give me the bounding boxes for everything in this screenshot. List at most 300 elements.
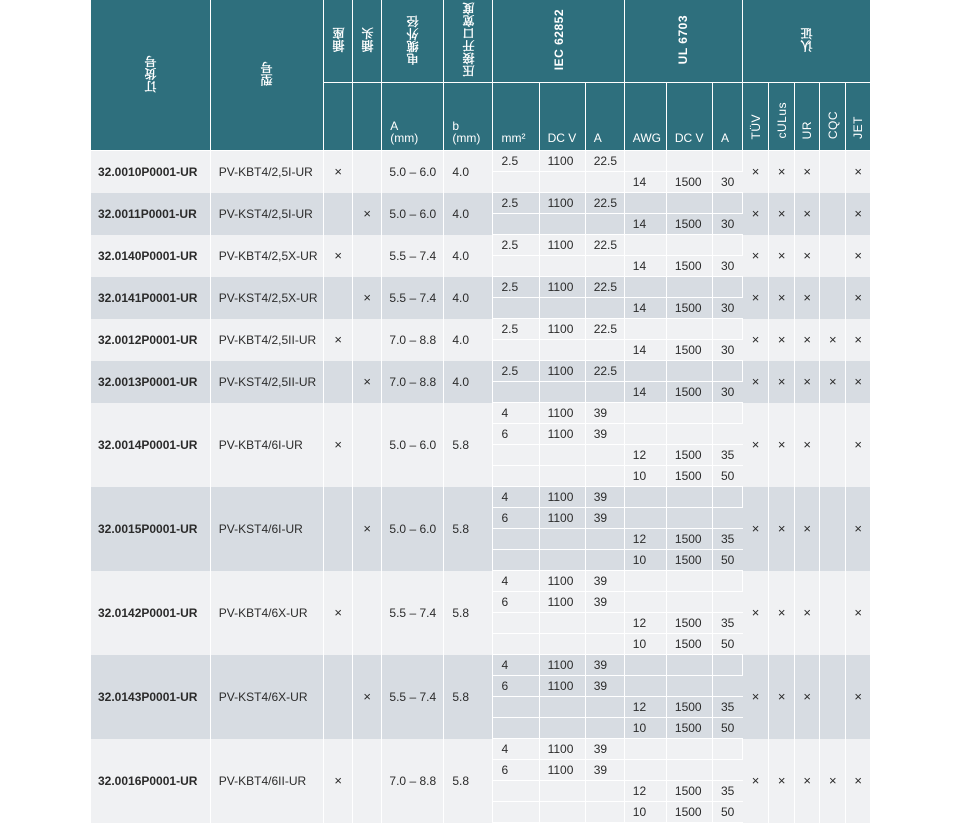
cable-diameter-cell: 5.0 – 6.0 <box>382 487 444 571</box>
iec-empty-cell <box>539 697 585 718</box>
ul-empty-cell <box>666 676 712 697</box>
crimp-width-cell: 4.0 <box>444 235 493 277</box>
crimp-width-cell: 4.0 <box>444 277 493 319</box>
culus-mark-cell: × <box>769 655 795 739</box>
tuv-mark-cell: × <box>743 319 769 361</box>
iec-empty-cell <box>585 613 624 634</box>
order-number-cell: 32.0014P0001-UR <box>91 403 210 487</box>
ul-dcv-cell: 1500 <box>666 298 712 319</box>
iec-empty-cell <box>493 172 539 193</box>
ul-empty-cell <box>713 487 743 508</box>
ul-empty-cell <box>666 760 712 781</box>
ul-empty-cell <box>624 277 666 298</box>
socket-mark-cell: × <box>324 403 353 487</box>
cable-diameter-cell: 5.5 – 7.4 <box>382 571 444 655</box>
iec-dcv-cell: 1100 <box>539 424 585 445</box>
iec-dcv-cell: 1100 <box>539 760 585 781</box>
model-cell: PV-KST4/6X-UR <box>210 655 323 739</box>
ul-empty-cell <box>713 151 743 172</box>
crimp-width-cell: 4.0 <box>444 319 493 361</box>
ul-dcv-cell: 1500 <box>666 529 712 550</box>
iec-empty-cell <box>493 529 539 550</box>
ur-mark-cell: × <box>795 571 820 655</box>
order-number-cell: 32.0010P0001-UR <box>91 151 210 193</box>
iec-amp-cell: 39 <box>585 403 624 424</box>
ul-empty-cell <box>666 508 712 529</box>
iec-empty-cell <box>539 256 585 277</box>
tuv-mark-cell: × <box>743 655 769 739</box>
ul-amp-cell: 30 <box>713 172 743 193</box>
iec-amp-cell: 22.5 <box>585 193 624 214</box>
socket-mark-cell: × <box>324 151 353 193</box>
plug-mark-cell: × <box>353 361 382 403</box>
iec-empty-cell <box>539 802 585 823</box>
cert-header: 认证 <box>743 0 870 83</box>
product-table <box>91 0 870 823</box>
iec-mm2-cell: 4 <box>493 571 539 592</box>
iec-empty-cell <box>585 634 624 655</box>
header-row-main <box>91 0 870 83</box>
tuv-mark-cell: × <box>743 235 769 277</box>
ul-amp-cell: 30 <box>713 256 743 277</box>
ul-empty-cell <box>624 235 666 256</box>
ul-empty-cell <box>713 760 743 781</box>
iec-mm2-cell: 2.5 <box>493 193 539 214</box>
order-number-cell: 32.0013P0001-UR <box>91 361 210 403</box>
tuv-mark-cell: × <box>743 571 769 655</box>
model-cell: PV-KBT4/2,5II-UR <box>210 319 323 361</box>
order-number-cell: 32.0011P0001-UR <box>91 193 210 235</box>
iec-mm2-cell: 6 <box>493 592 539 613</box>
iec-empty-cell <box>585 802 624 823</box>
iec-empty-cell <box>493 802 539 823</box>
tuv-mark-cell: × <box>743 403 769 487</box>
order-number-cell: 32.0016P0001-UR <box>91 739 210 823</box>
iec-amp-cell: 22.5 <box>585 361 624 382</box>
tuv-mark-cell: × <box>743 277 769 319</box>
iec-dcv-header: DC V <box>539 83 585 151</box>
cable-od-header: 电缆外径 <box>382 0 444 83</box>
crimp-width-header: 压接开口宽度 <box>444 0 493 83</box>
ul-dcv-cell: 1500 <box>666 466 712 487</box>
iec-empty-cell <box>585 298 624 319</box>
ul-dcv-cell: 1500 <box>666 550 712 571</box>
ul-awg-cell: 10 <box>624 718 666 739</box>
ul-amp-cell: 30 <box>713 214 743 235</box>
cable-diameter-cell: 7.0 – 8.8 <box>382 739 444 823</box>
ur-mark-cell: × <box>795 319 820 361</box>
ul-empty-cell <box>624 508 666 529</box>
iec-amp-cell: 39 <box>585 571 624 592</box>
iec-empty-cell <box>585 697 624 718</box>
iec-empty-cell <box>493 634 539 655</box>
ul-empty-cell <box>713 361 743 382</box>
ur-mark-cell: × <box>795 235 820 277</box>
iec-dcv-cell: 1100 <box>539 655 585 676</box>
jet-mark-cell: × <box>846 319 870 361</box>
ul-awg-cell: 12 <box>624 529 666 550</box>
iec-empty-cell <box>585 172 624 193</box>
cqc-mark-cell <box>820 571 846 655</box>
socket-header: 插座 <box>324 0 353 83</box>
ul-empty-cell <box>624 676 666 697</box>
awg-header: AWG <box>624 83 666 151</box>
iec-amp-cell: 39 <box>585 508 624 529</box>
ul-dcv-cell: 1500 <box>666 214 712 235</box>
crimp-width-cell: 4.0 <box>444 193 493 235</box>
ul-awg-cell: 12 <box>624 781 666 802</box>
model-cell: PV-KST4/2,5I-UR <box>210 193 323 235</box>
ul-empty-cell <box>666 655 712 676</box>
iec-amp-cell: 39 <box>585 676 624 697</box>
culus-header: cULus <box>769 83 795 151</box>
culus-mark-cell: × <box>769 319 795 361</box>
culus-mark-cell: × <box>769 487 795 571</box>
ul-empty-cell <box>624 361 666 382</box>
culus-mark-cell: × <box>769 403 795 487</box>
ul-empty-cell <box>666 424 712 445</box>
iec-mm2-cell: 4 <box>493 655 539 676</box>
iec-amp-cell: 39 <box>585 487 624 508</box>
cqc-mark-cell: × <box>820 361 846 403</box>
ul-empty-cell <box>713 592 743 613</box>
iec-mm2-cell: 6 <box>493 676 539 697</box>
ul-empty-cell <box>713 193 743 214</box>
plug-mark-cell: × <box>353 193 382 235</box>
socket-mark-cell: × <box>324 319 353 361</box>
crimp-width-cell: 4.0 <box>444 151 493 193</box>
iec-empty-cell <box>539 340 585 361</box>
ul-empty-cell <box>713 739 743 760</box>
iec-mm2-cell: 4 <box>493 403 539 424</box>
iec-dcv-cell: 1100 <box>539 403 585 424</box>
jet-mark-cell: × <box>846 235 870 277</box>
iec-amp-cell: 22.5 <box>585 151 624 172</box>
ur-mark-cell: × <box>795 151 820 193</box>
ul-dcv-cell: 1500 <box>666 172 712 193</box>
ul-empty-cell <box>666 361 712 382</box>
table-row <box>91 361 870 382</box>
table-row <box>91 193 870 214</box>
ul-dcv-cell: 1500 <box>666 340 712 361</box>
a-unit-header: A (mm) <box>382 83 444 151</box>
tuv-header: TÜV <box>743 83 769 151</box>
table-row <box>91 277 870 298</box>
ul-dcv-cell: 1500 <box>666 802 712 823</box>
cqc-mark-cell: × <box>820 319 846 361</box>
table-row <box>91 655 870 676</box>
ul-empty-cell <box>624 487 666 508</box>
crimp-width-cell: 5.8 <box>444 739 493 823</box>
cqc-mark-cell <box>820 403 846 487</box>
plug-unit-header <box>353 83 382 151</box>
ul-empty-cell <box>624 760 666 781</box>
ul-dcv-header: DC V <box>666 83 712 151</box>
iec-empty-cell <box>493 781 539 802</box>
cable-diameter-cell: 5.0 – 6.0 <box>382 403 444 487</box>
ul-empty-cell <box>666 571 712 592</box>
ul-empty-cell <box>666 277 712 298</box>
iec-dcv-cell: 1100 <box>539 508 585 529</box>
jet-header: JET <box>846 83 870 151</box>
ul-empty-cell <box>624 424 666 445</box>
cqc-mark-cell <box>820 193 846 235</box>
plug-header: 插头 <box>353 0 382 83</box>
iec-amp-cell: 39 <box>585 592 624 613</box>
ul-empty-cell <box>666 235 712 256</box>
iec-empty-cell <box>493 466 539 487</box>
iec-mm2-cell: 6 <box>493 424 539 445</box>
ul-amp-cell: 50 <box>713 550 743 571</box>
ul-dcv-cell: 1500 <box>666 718 712 739</box>
ul-empty-cell <box>713 403 743 424</box>
tuv-mark-cell: × <box>743 193 769 235</box>
plug-mark-cell <box>353 571 382 655</box>
iec-empty-cell <box>539 529 585 550</box>
ul-awg-cell: 14 <box>624 340 666 361</box>
ul-amp-cell: 30 <box>713 340 743 361</box>
iec-amp-cell: 39 <box>585 739 624 760</box>
product-table-sheet <box>91 0 870 819</box>
ur-mark-cell: × <box>795 655 820 739</box>
cqc-mark-cell <box>820 277 846 319</box>
jet-mark-cell: × <box>846 487 870 571</box>
ul-empty-cell <box>666 319 712 340</box>
ul-empty-cell <box>624 655 666 676</box>
ul-awg-cell: 12 <box>624 445 666 466</box>
cqc-mark-cell <box>820 235 846 277</box>
iec-empty-cell <box>585 340 624 361</box>
plug-mark-cell <box>353 151 382 193</box>
cable-diameter-cell: 5.0 – 6.0 <box>382 151 444 193</box>
iec-empty-cell <box>493 298 539 319</box>
socket-mark-cell <box>324 277 353 319</box>
iec-dcv-cell: 1100 <box>539 151 585 172</box>
model-cell: PV-KBT4/6II-UR <box>210 739 323 823</box>
iec-empty-cell <box>539 613 585 634</box>
ul-awg-cell: 14 <box>624 382 666 403</box>
iec-empty-cell <box>539 214 585 235</box>
plug-mark-cell: × <box>353 277 382 319</box>
cqc-header: CQC <box>820 83 846 151</box>
model-cell: PV-KBT4/6X-UR <box>210 571 323 655</box>
plug-mark-cell <box>353 235 382 277</box>
order-number-cell: 32.0141P0001-UR <box>91 277 210 319</box>
iec-mm2-cell: 2.5 <box>493 319 539 340</box>
iec-empty-cell <box>539 550 585 571</box>
plug-mark-cell: × <box>353 655 382 739</box>
ur-mark-cell: × <box>795 361 820 403</box>
order-no-header: 订货号 <box>91 0 210 151</box>
ul-dcv-cell: 1500 <box>666 697 712 718</box>
socket-mark-cell: × <box>324 571 353 655</box>
iec-dcv-cell: 1100 <box>539 592 585 613</box>
ul-empty-cell <box>666 592 712 613</box>
culus-mark-cell: × <box>769 277 795 319</box>
iec-empty-cell <box>539 634 585 655</box>
jet-mark-cell: × <box>846 655 870 739</box>
ul-empty-cell <box>666 403 712 424</box>
iec-dcv-cell: 1100 <box>539 739 585 760</box>
jet-mark-cell: × <box>846 193 870 235</box>
ul-empty-cell <box>713 571 743 592</box>
ul-empty-cell <box>713 676 743 697</box>
ul-dcv-cell: 1500 <box>666 613 712 634</box>
iec-mm2-cell: 2.5 <box>493 277 539 298</box>
ul-awg-cell: 12 <box>624 697 666 718</box>
model-cell: PV-KBT4/2,5X-UR <box>210 235 323 277</box>
ul-amp-cell: 35 <box>713 529 743 550</box>
ul-awg-cell: 10 <box>624 466 666 487</box>
table-row <box>91 487 870 508</box>
ul-empty-cell <box>666 151 712 172</box>
b-unit-header: b (mm) <box>444 83 493 151</box>
ul-awg-cell: 12 <box>624 613 666 634</box>
order-number-cell: 32.0012P0001-UR <box>91 319 210 361</box>
ul-amp-cell: 30 <box>713 382 743 403</box>
ul-empty-cell <box>713 319 743 340</box>
ul-empty-cell <box>624 151 666 172</box>
ul-a-header: A <box>713 83 743 151</box>
iec-mm2-cell: 2.5 <box>493 151 539 172</box>
iec-mm2-cell: 4 <box>493 739 539 760</box>
ur-mark-cell: × <box>795 487 820 571</box>
order-number-cell: 32.0142P0001-UR <box>91 571 210 655</box>
iec-empty-cell <box>493 613 539 634</box>
ul-dcv-cell: 1500 <box>666 634 712 655</box>
cable-diameter-cell: 5.5 – 7.4 <box>382 655 444 739</box>
cqc-mark-cell <box>820 487 846 571</box>
culus-mark-cell: × <box>769 151 795 193</box>
model-cell: PV-KBT4/6I-UR <box>210 403 323 487</box>
jet-mark-cell: × <box>846 361 870 403</box>
socket-mark-cell: × <box>324 739 353 823</box>
iec-empty-cell <box>539 781 585 802</box>
iec-mm2-cell: 2.5 <box>493 235 539 256</box>
iec-empty-cell <box>493 382 539 403</box>
iec-amp-cell: 39 <box>585 760 624 781</box>
ul-empty-cell <box>713 235 743 256</box>
ul-awg-cell: 10 <box>624 634 666 655</box>
iec-empty-cell <box>539 718 585 739</box>
ul-awg-cell: 10 <box>624 550 666 571</box>
iec-empty-cell <box>493 214 539 235</box>
tuv-mark-cell: × <box>743 361 769 403</box>
socket-mark-cell <box>324 193 353 235</box>
ur-mark-cell: × <box>795 193 820 235</box>
iec-dcv-cell: 1100 <box>539 487 585 508</box>
mm2-header: mm² <box>493 83 539 151</box>
ul-empty-cell <box>624 571 666 592</box>
ul-empty-cell <box>624 592 666 613</box>
order-number-cell: 32.0143P0001-UR <box>91 655 210 739</box>
ul-empty-cell <box>624 193 666 214</box>
iec-header: IEC 62852 <box>493 0 624 83</box>
iec-empty-cell <box>539 298 585 319</box>
culus-mark-cell: × <box>769 361 795 403</box>
iec-amp-cell: 39 <box>585 655 624 676</box>
socket-mark-cell <box>324 655 353 739</box>
iec-empty-cell <box>585 256 624 277</box>
cable-diameter-cell: 7.0 – 8.8 <box>382 319 444 361</box>
ul-awg-cell: 14 <box>624 256 666 277</box>
tuv-mark-cell: × <box>743 739 769 823</box>
iec-dcv-cell: 1100 <box>539 361 585 382</box>
cqc-mark-cell <box>820 151 846 193</box>
iec-empty-cell <box>585 466 624 487</box>
plug-mark-cell <box>353 319 382 361</box>
culus-mark-cell: × <box>769 571 795 655</box>
iec-empty-cell <box>585 382 624 403</box>
jet-mark-cell: × <box>846 403 870 487</box>
ur-header: UR <box>795 83 820 151</box>
ul-empty-cell <box>713 424 743 445</box>
iec-empty-cell <box>539 172 585 193</box>
ul-amp-cell: 35 <box>713 445 743 466</box>
ul-empty-cell <box>666 487 712 508</box>
socket-mark-cell: × <box>324 235 353 277</box>
model-cell: PV-KBT4/2,5I-UR <box>210 151 323 193</box>
iec-dcv-cell: 1100 <box>539 676 585 697</box>
iec-empty-cell <box>539 466 585 487</box>
plug-mark-cell <box>353 403 382 487</box>
iec-empty-cell <box>585 550 624 571</box>
iec-empty-cell <box>539 382 585 403</box>
socket-mark-cell <box>324 487 353 571</box>
cqc-mark-cell: × <box>820 739 846 823</box>
plug-mark-cell <box>353 739 382 823</box>
ul-empty-cell <box>624 319 666 340</box>
iec-empty-cell <box>539 445 585 466</box>
model-header: 型号 <box>210 0 323 151</box>
ul-awg-cell: 14 <box>624 214 666 235</box>
ul-empty-cell <box>624 739 666 760</box>
culus-mark-cell: × <box>769 193 795 235</box>
order-number-cell: 32.0140P0001-UR <box>91 235 210 277</box>
ul-header: UL 6703 <box>624 0 742 83</box>
cable-diameter-cell: 7.0 – 8.8 <box>382 361 444 403</box>
iec-empty-cell <box>493 256 539 277</box>
ur-mark-cell: × <box>795 277 820 319</box>
table-row <box>91 235 870 256</box>
model-cell: PV-KST4/2,5X-UR <box>210 277 323 319</box>
ul-awg-cell: 10 <box>624 802 666 823</box>
cqc-mark-cell <box>820 655 846 739</box>
ul-empty-cell <box>713 655 743 676</box>
iec-mm2-cell: 6 <box>493 508 539 529</box>
culus-mark-cell: × <box>769 739 795 823</box>
table-row <box>91 403 870 424</box>
iec-empty-cell <box>493 445 539 466</box>
crimp-width-cell: 5.8 <box>444 655 493 739</box>
ur-mark-cell: × <box>795 403 820 487</box>
ul-empty-cell <box>666 193 712 214</box>
iec-dcv-cell: 1100 <box>539 319 585 340</box>
iec-a-header: A <box>585 83 624 151</box>
iec-empty-cell <box>585 718 624 739</box>
ul-empty-cell <box>624 403 666 424</box>
iec-mm2-cell: 6 <box>493 760 539 781</box>
jet-mark-cell: × <box>846 277 870 319</box>
iec-dcv-cell: 1100 <box>539 277 585 298</box>
ul-amp-cell: 35 <box>713 697 743 718</box>
ul-awg-cell: 14 <box>624 298 666 319</box>
iec-empty-cell <box>493 340 539 361</box>
cable-diameter-cell: 5.0 – 6.0 <box>382 193 444 235</box>
crimp-width-cell: 5.8 <box>444 487 493 571</box>
crimp-width-cell: 4.0 <box>444 361 493 403</box>
ur-mark-cell: × <box>795 739 820 823</box>
